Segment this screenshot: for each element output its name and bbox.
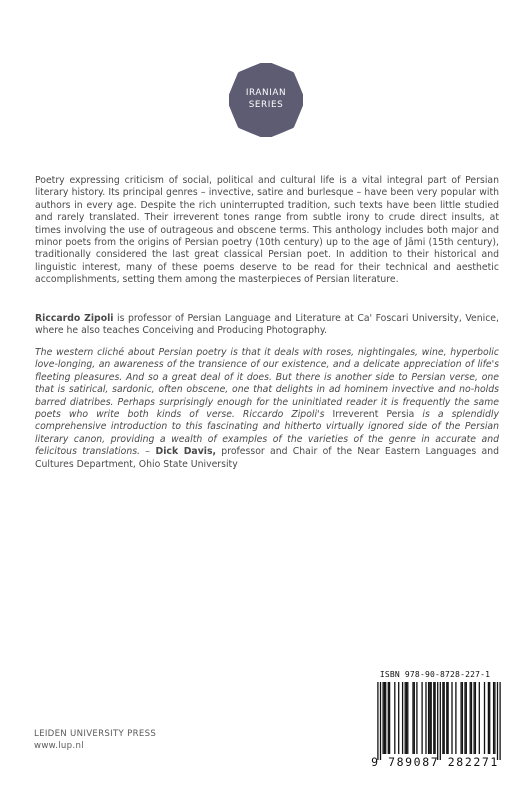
series-badge-line1: IRANIAN — [245, 88, 287, 98]
barcode-bar — [464, 682, 465, 754]
barcode-bar — [462, 682, 463, 754]
publisher-url: www.lup.nl — [34, 740, 84, 751]
barcode-bar — [421, 682, 422, 754]
barcode-bar — [416, 682, 417, 754]
series-badge-line2: SERIES — [248, 100, 284, 110]
reviewer-name: Dick Davis, — [149, 446, 217, 458]
barcode-bar — [470, 682, 471, 754]
review-quote — [35, 347, 499, 471]
barcode-bar — [407, 682, 408, 754]
isbn-barcode — [367, 670, 503, 773]
barcode-bar — [402, 682, 403, 754]
barcode-bar — [377, 682, 378, 760]
series-badge-label — [229, 87, 303, 111]
barcode-bar — [429, 682, 430, 754]
barcode-bar — [382, 682, 383, 754]
barcode-bar — [488, 682, 489, 754]
barcode-bar — [394, 682, 395, 754]
isbn-label: ISBN 978-90-8728-227-1 — [379, 670, 491, 679]
barcode-bar — [444, 682, 445, 754]
barcode-bar — [499, 682, 500, 760]
barcode-bar — [433, 682, 434, 754]
iranian-series-badge — [229, 63, 303, 137]
barcode-bar — [493, 682, 494, 754]
barcode-bar — [385, 682, 386, 754]
barcode-bar — [494, 682, 495, 754]
author-bio — [35, 313, 499, 338]
barcode-bar — [447, 682, 448, 754]
book-description: Poetry expressing criticism of social, political and cultural life is a vital integral part of Persian literary history. Its principal genres – invective, satire and burlesque – have been very popular with authors in every age. Despite the rich uninterrupted tradition, such texts have been little studied and rarely translated. Their irreverent tones range from subtle irony to crude direct insults, at times involving the use of outrageous and obscene terms. This anthology includes both major and minor poets from the origins of Persian poetry (10th century) up to the age of Jāmi (15th century), traditionally considered the last great classical Persian poet. In addition to their historical and linguistic interest, many of these poems deserve to be read for their technical and aesthetic accomplishments, setting them among the masterpieces of Persian literature. — [35, 175, 499, 286]
barcode-bar — [412, 682, 413, 754]
barcode-bar — [389, 682, 390, 754]
barcode-bar — [475, 682, 476, 754]
barcode-bar — [473, 682, 474, 754]
barcode-bar — [440, 682, 441, 760]
barcode-bar — [398, 682, 399, 754]
barcode-digits: 9 789087 282271 — [371, 755, 499, 769]
review-text-1: The western cliché about Persian poetry is that it deals with roses, nightingales, wine, hyperbolic love-longing, an awareness of the transience of our existence, and a delicate appreciation of life's fleeting pleasures. And so a great deal of it does. But there is another side to Persian verse, one that is satirical, sardonic, often obscene, one that delights in ad hominem invective and no-holds barred diatribes. Perhaps surprisingly enough for the uninitiated reader it is frequently the same poets who write both kinds of verse. — [35, 347, 499, 421]
barcode-bar — [479, 682, 480, 754]
barcode-bar — [437, 682, 438, 760]
barcode-bar — [460, 682, 461, 754]
publisher-info — [34, 729, 156, 752]
barcode-bar — [434, 682, 435, 754]
barcode-bar — [455, 682, 456, 754]
barcode-bar — [414, 682, 415, 754]
barcode-bar — [431, 682, 432, 754]
barcode-bar — [442, 682, 443, 754]
author-name: Riccardo Zipoli — [35, 313, 114, 324]
barcode-bar — [384, 682, 385, 754]
review-author-name: Riccardo Zipoli's — [242, 409, 333, 421]
barcode-bar — [471, 682, 472, 754]
barcode-bar — [428, 682, 429, 754]
barcode-bar — [425, 682, 426, 754]
author-bio-text: is professor of Persian Language and Literature at Ca' Foscari University, Venice, where he also teaches Conceiving and Producing Photography. — [35, 313, 499, 337]
barcode-bar — [405, 682, 406, 754]
review-book-title: Irreverent Persia — [332, 409, 415, 421]
barcode-bar — [466, 682, 467, 754]
barcode-bar — [380, 682, 381, 760]
publisher-name: LEIDEN UNIVERSITY PRESS — [34, 729, 157, 739]
reviewer-title: professor and Chair of the Near Eastern Languages and Cultures Department, Ohio State University — [35, 446, 499, 470]
review-text-2: is a splendidly comprehensive introduction to this fascinating and hitherto virtually ignored side of the Persian literary canon, providing a wealth of examples of the varieties of the genre in accurate and felicitous translations. – — [35, 409, 499, 458]
barcode-bar — [406, 682, 407, 754]
barcode-bar — [446, 682, 447, 754]
barcode-bar — [484, 682, 485, 754]
barcode-bar — [388, 682, 389, 754]
barcode-bar — [451, 682, 452, 754]
barcode-bar — [497, 682, 498, 760]
barcode-bar — [489, 682, 490, 754]
